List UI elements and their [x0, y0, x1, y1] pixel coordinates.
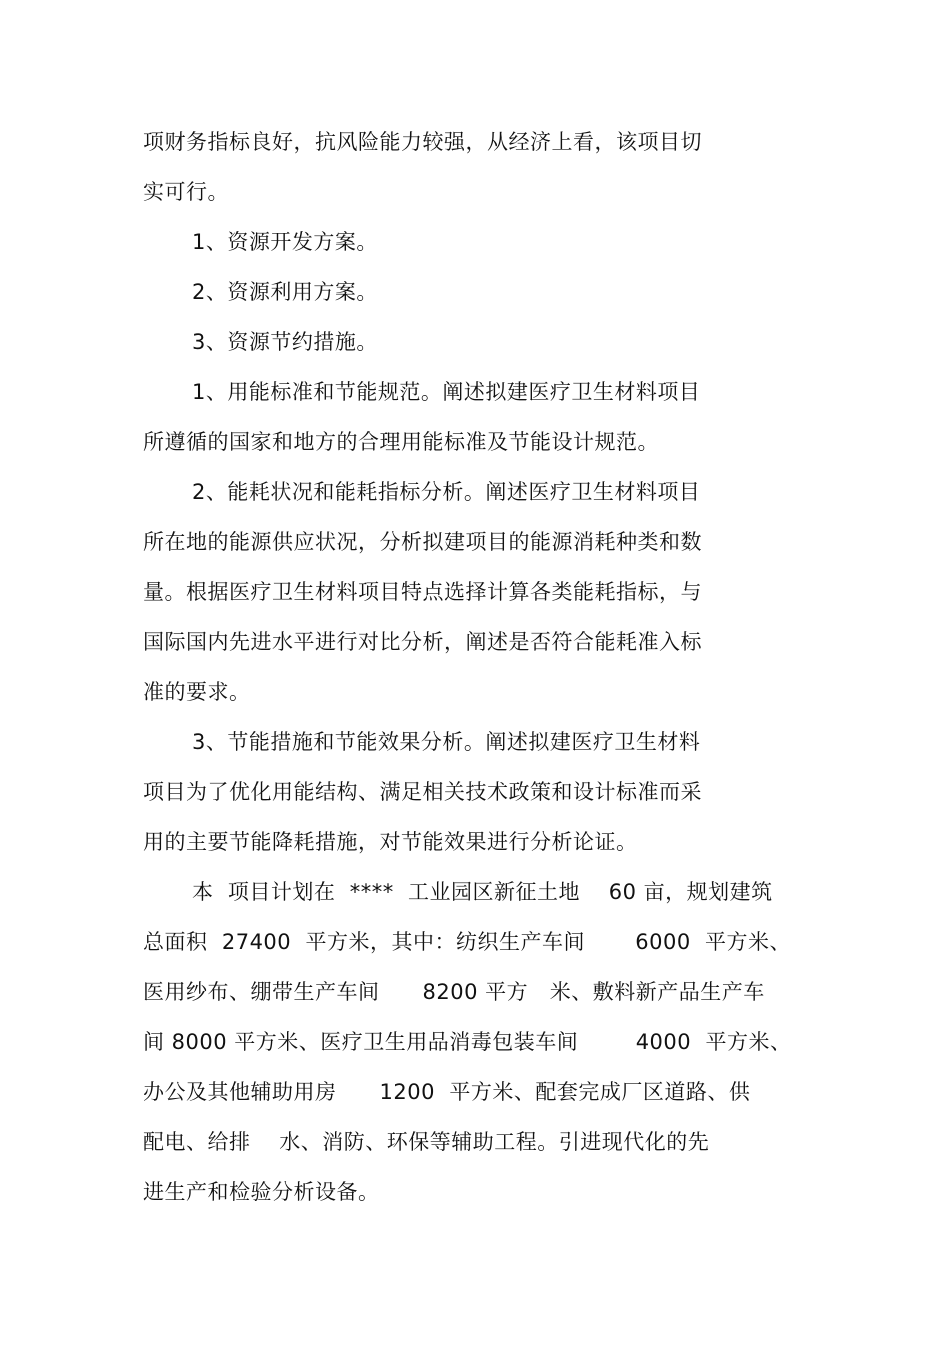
paragraph-line: 国际国内先进水平进行对比分析，阐述是否符合能耗准入标 — [143, 630, 702, 654]
paragraph-line: 总面积 27400 平方米，其中：纺织生产车间 6000 平方米、 — [143, 930, 792, 954]
paragraph-line: 3、节能措施和节能效果分析。阐述拟建医疗卫生材料 — [192, 730, 701, 754]
list-item: 2、资源利用方案。 — [192, 280, 378, 304]
paragraph-line: 1、用能标准和节能规范。阐述拟建医疗卫生材料项目 — [192, 380, 701, 404]
paragraph-line: 本 项目计划在 **** 工业园区新征土地 60 亩，规划建筑 — [192, 880, 773, 904]
paragraph-line: 间 8000 平方米、医疗卫生用品消毒包装车间 4000 平方米、 — [143, 1030, 792, 1054]
paragraph-line: 准的要求。 — [143, 680, 251, 704]
paragraph-line: 项目为了优化用能结构、满足相关技术政策和设计标准而采 — [143, 780, 702, 804]
paragraph-line: 办公及其他辅助用房 1200 平方米、配套完成厂区道路、供 — [143, 1080, 751, 1104]
paragraph-line: 量。根据医疗卫生材料项目特点选择计算各类能耗指标，与 — [143, 580, 702, 604]
paragraph-line: 2、能耗状况和能耗指标分析。阐述医疗卫生材料项目 — [192, 480, 701, 504]
list-item: 3、资源节约措施。 — [192, 330, 378, 354]
paragraph-line: 所在地的能源供应状况，分析拟建项目的能源消耗种类和数 — [143, 530, 702, 554]
paragraph-line: 实可行。 — [143, 180, 229, 204]
paragraph-line: 配电、给排 水、消防、环保等辅助工程。引进现代化的先 — [143, 1130, 710, 1154]
paragraph-line: 项财务指标良好，抗风险能力较强，从经济上看，该项目切 — [143, 130, 702, 154]
paragraph-line: 医用纱布、绷带生产车间 8200 平方 米、敷料新产品生产车 — [143, 980, 765, 1004]
paragraph-line: 所遵循的国家和地方的合理用能标准及节能设计规范。 — [143, 430, 659, 454]
paragraph-line: 用的主要节能降耗措施，对节能效果进行分析论证。 — [143, 830, 638, 854]
list-item: 1、资源开发方案。 — [192, 230, 378, 254]
paragraph-line: 进生产和检验分析设备。 — [143, 1180, 380, 1204]
